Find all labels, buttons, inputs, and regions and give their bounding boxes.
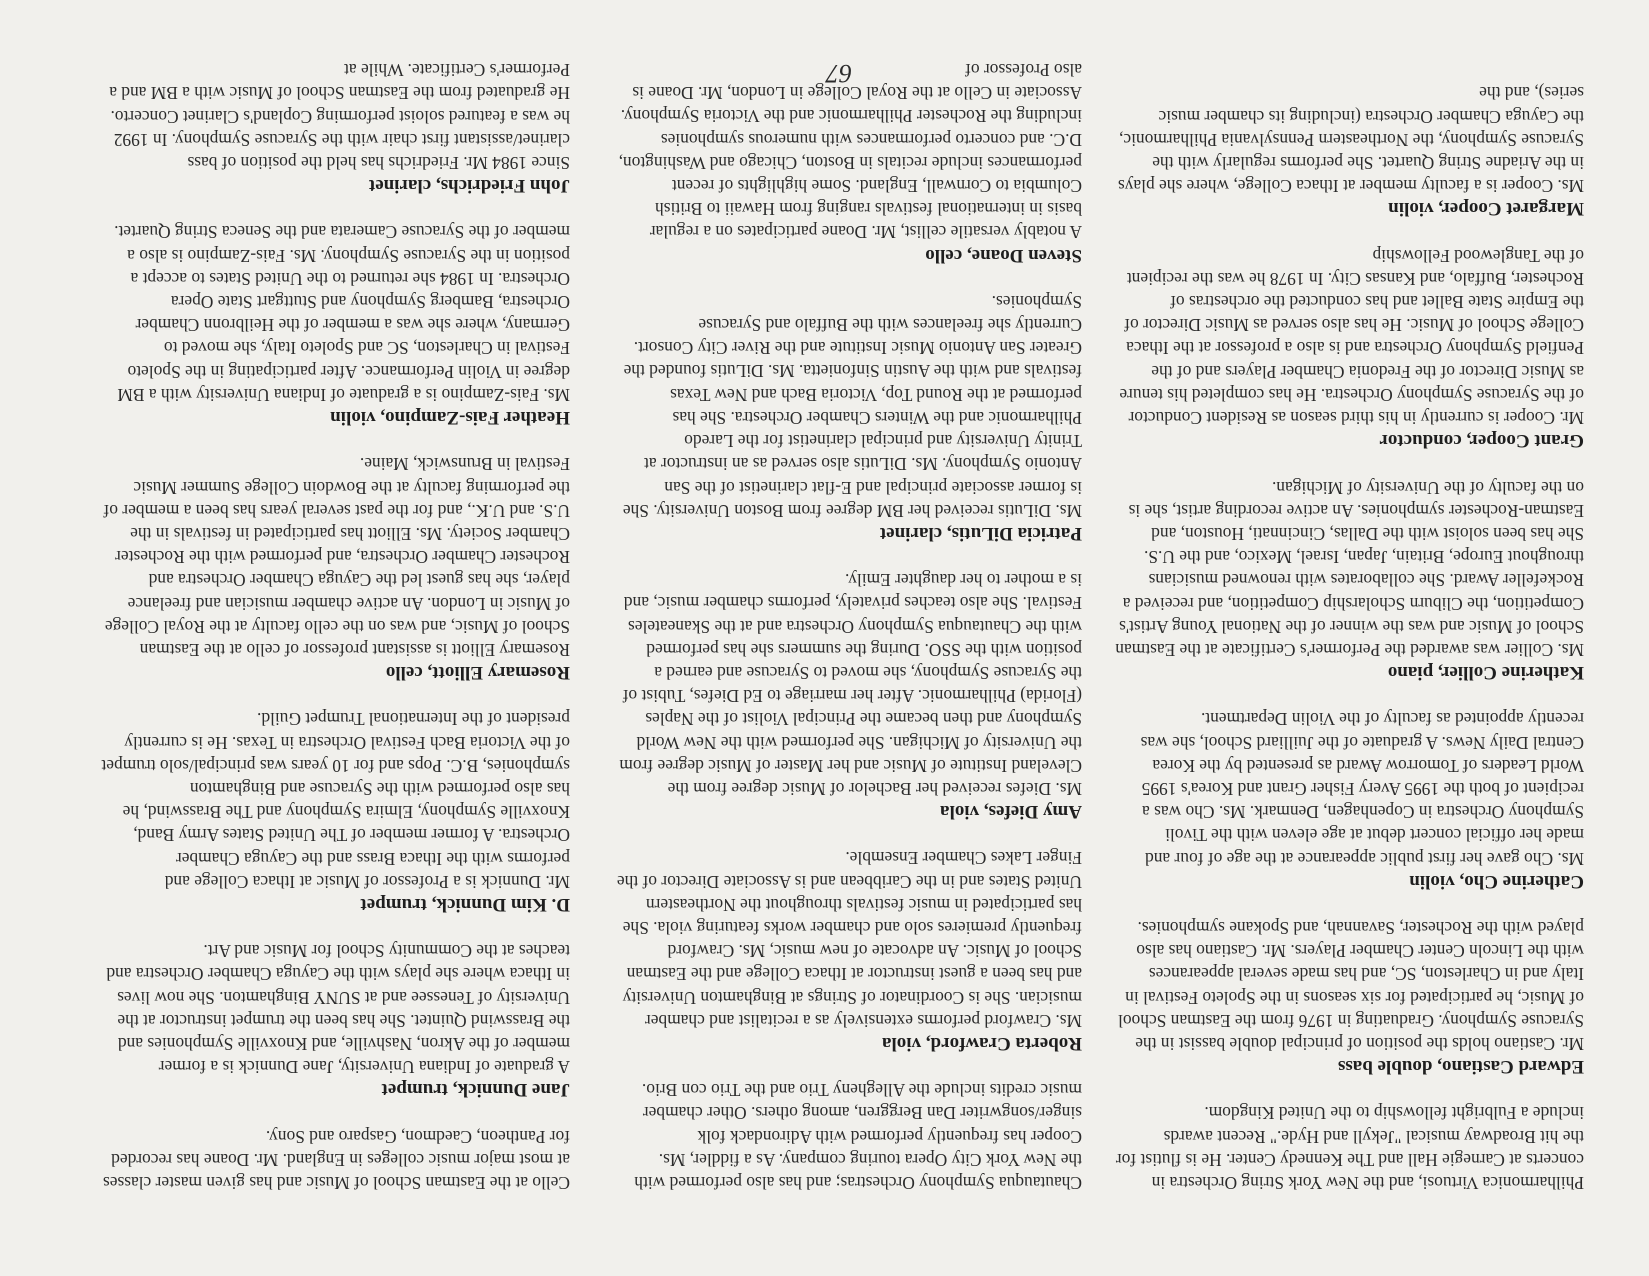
bio-heading: Amy Diefes, viola [940, 801, 1082, 823]
bio-text: Since 1984 Mr. Friedrichs has held the position of bass clarinet/assistant first chair with the Syracuse Symphony. In 1992 he was a featured soloist performing Copland's Clarinet Concerto. He graduated from the Eastman School of Music with a BM and a Performer's Certificate. While at [109, 60, 570, 174]
continuation-text: Philharmonica Virtuosi, and the New York String Orchestra in concerts at Carnegie Hall and The Kennedy Center. He is flutist for the hit Broadway musical "Jekyll and Hyde." Recent awards include a Fulbright fellowship to the United Kingdom. [1115, 1103, 1584, 1193]
column-left [1114, 58, 1584, 1194]
bio-heading: Margaret Cooper, violin [1388, 198, 1584, 220]
bio-entry [1114, 707, 1584, 893]
column-right [100, 35, 570, 1194]
bio-text: Ms. Cho gave her first public appearance at the age of four and made her official concert debut at age eleven with the Tivoli Symphony Orchestra in Copenhagen, Denmark. Ms. Cho was a recipient of both the 1995 Avery Fisher Grant and Korea's 1995 World Leaders of Tomorrow Award as presented by the Korea Central Daily News. A graduate of the Juilliard School, she was recently appointed as faculty of the Violin Department. [1140, 709, 1584, 869]
continuation-text: Chautauqua Symphony Orchestras; and has also performed with the New York City Opera touring company. As a fiddler, Ms. Cooper has frequently performed with Adirondack folk singer/songwriter Dan Berggren, among others. Other chamber music credits include the Allegheny Trio and the Trio con Brio. [634, 1080, 1082, 1193]
bio-entry [612, 290, 1082, 545]
bio-heading: Katherine Collier, piano [1387, 662, 1584, 684]
bio-entry [100, 452, 570, 684]
bio-heading: D. Kim Dunnick, trumpet [360, 893, 570, 915]
bio-heading: Grant Cooper, conductor [1379, 430, 1584, 452]
bio-text: Ms. Cooper is a faculty member at Ithaca College, where she plays in the Ariadne String Quartet. She performs regularly with the Syracuse Symphony, the Northeastern Pennsylvania Philharmonic, the Cayuga Chamber Orchestra (including its chamber music series), and the [1117, 83, 1584, 197]
bio-entry [612, 568, 1082, 823]
bio-entry [612, 58, 1082, 267]
continuation-text: Cello at the Eastman School of Music and has given master classes at most major music colleges in England. Mr. Doane has recorded for Pantheon, Caedmon, Gasparo and Sony. [102, 1126, 570, 1193]
bio-heading: John Friedrichs, clarinet [368, 175, 570, 197]
bio-heading: Patricia DiLutis, clarinet [879, 522, 1082, 544]
page-number: 67 [826, 59, 852, 88]
bio-text: Ms. Diefes received her Bachelor of Music degree from the Cleveland Institute of Music and her Master of Music degree from the University of Michigan. She performed with the New World Symphony and then became the Principal Violist of the Naples (Florida) Philharmonic. After her marriage to Ed Diefes, Tubist of the Syracuse Symphony, she moved to Syracuse and earned a position with the SSO. During the summers she has performed with the Chautauqua Symphony Orchestra and at the Skaneateles Festival. She also teaches privately, performs chamber music, and is a mother to her daughter Emily. [619, 570, 1082, 799]
bio-text: Ms. Fais-Zampino is a graduate of Indiana University with a BM degree in Violin Performance. After participating in the Spoleto Festival in Charleston, SC and Spoleto Italy, she moved to Germany, where she was a member of the Heilbronn Chamber Orchestra, Bamberg Symphony and Stuttgart State Opera Orchestra. In 1984 she returned to the United States to accept a position in the Syracuse Symphony. Ms. Fais-Zampino is also a member of the Syracuse Camerata and the Seneca String Quartet. [114, 222, 570, 405]
bio-entry [1114, 475, 1584, 684]
bio-entry [612, 846, 1082, 1055]
bio-entry [1114, 243, 1584, 452]
bio-heading: Heather Fais-Zampino, violin [330, 407, 570, 429]
bio-text: Mr. Cooper is currently in his third season as Resident Conductor of the Syracuse Symphony Orchestra. He has completed his tenure as Music Director of the Fredonia Chamber Players and of the Penfield Symphony Orchestra and is also a professor at the Ithaca College School of Music. He has also served as Music Director of the Empire State Ballet and has conducted the orchestras of Rochester, Buffalo, and Kansas City. In 1978 he was the recipient of the Tanglewood Fellowship [1119, 245, 1584, 429]
bio-heading: Steven Doane, cello [925, 244, 1082, 266]
bio-entry [100, 220, 570, 429]
bio-heading: Catherine Cho, violin [1409, 870, 1584, 892]
bio-entry [100, 939, 570, 1101]
bio-text: A graduate of Indiana University, Jane Dunnick is a former member of the Akron, Nashville, and Knoxville Symphonies and the Brasswind Quintet. She has been the trumpet instructor at the University of Tenessee and at SUNY Binghamton. She now lives in Ithaca where she plays with the Cayuga Chamber Orchestra and teaches at the Community School for Music and Art. [106, 941, 570, 1078]
bio-heading: Roberta Crawford, viola [882, 1032, 1082, 1054]
column-middle [612, 35, 1082, 1194]
bio-text: Ms. Collier was awarded the Performer's Certificate at the Eastman School of Music and was the winner of the National Young Artist's Competition, the Cliburn Scholarship Competition, and received a Rockefeller Award. She collaborates with renowned musicians throughout Europe, Britain, Japan, Israel, Mexico, and the U.S. She has been soloist with the Dallas, Cincinnati, Houston, and Eastman-Rochester symphonies. An active recording artist, she is on the faculty of the University of Michigan. [1115, 477, 1584, 660]
bio-text: Mr. Dunnick is a Professor of Music at Ithaca College and performs with the Ithaca Brass and the Cayuga Chamber Orchestra. A former member of The United States Army Band, Knoxville Symphony, Elmira Symphony and The Brasswind, he has also performed with the Syracuse and Binghamton symphonies, B.C. Pops and for 10 years was principal/solo trumpet of the Victoria Bach Festival Orchestra in Texas. He is currently president of the International Trumpet Guild. [101, 709, 570, 892]
bio-text: Ms. DiLutis received her BM degree from Boston University. She is former associate principal and E-flat clarinetist of the San Antonio Symphony. Ms. DiLutis also served as an instructor at Trinity University and principal clarinetist for the Laredo Philharmonic and the Winters Chamber Orchestra. She has performed at the Round Top, Victoria Bach and New Texas festivals and with the Austin Sinfonietta. Ms. DiLutis founded the Greater San Antonio Music Institute and the River City Consort. Currently she freelances with the Buffalo and Syracuse Symphonies. [622, 291, 1082, 521]
bio-text: Rosemary Elliott is assistant professor of cello at the Eastman School of Music, and was on the cello faculty at the Royal College of Music in London. An active chamber musician and freelance player, she has guest led the Cayuga Chamber Orchestra and Rochester Chamber Orchestra, and performed with the Rochester Chamber Society. Ms. Elliott has participated in festivals in the U.S. and U.K., and for the past several years has been a member of the performing faculty at the Bowdoin College Summer Music Festival in Brunswick, Maine. [103, 454, 570, 660]
bio-entry [100, 58, 570, 197]
bio-entry [1114, 81, 1584, 220]
bio-heading: Jane Dunnick, trumpet [381, 1079, 570, 1101]
bio-text: A notably versatile cellist, Mr. Doane participates on a regular basis in international festivals ranging from Hawaii to British Columbia to Cornwall, England. Some highlights of recent performances include recitals in Boston, Chicago and Washington, D.C. and concerto performances with numerous symphonies including the Rochester Philharmonic and the Victoria Symphony. Associate in Cello at the Royal College in London, Mr. Doane is also Professor of [618, 60, 1082, 243]
bio-text: Ms. Crawford performs extensively as a recitalist and chamber musician. She is Coordinator of Strings at Binghamton University and has been a guest instructor at Ithaca College and the Eastman School of Music. An advocate of new music, Ms. Crawford frequently premieres solo and chamber works featuring viola. She has participated in music festivals throughout the Northeastern United States and in the Caribbean and is Associate Director of the Finger Lakes Chamber Ensemble. [616, 848, 1082, 1031]
bio-heading: Edward Castiano, double bass [1337, 1056, 1584, 1078]
bio-entry [100, 707, 570, 916]
bio-text: Mr. Castiano holds the position of principal double bassist in the Syracuse Symphony. Graduating in 1976 from the Eastman School of Music, he participated for six seasons in the Spoleto Festival in Italy and in Charleston, SC, and has made several appearances with the Lincoln Center Chamber Players. Mr. Castiano has also played with the Rochester, Savannah, and Spokane symphonies. [1118, 917, 1584, 1054]
bio-heading: Rosemary Elliott, cello [385, 662, 570, 684]
bio-entry [1114, 916, 1584, 1078]
